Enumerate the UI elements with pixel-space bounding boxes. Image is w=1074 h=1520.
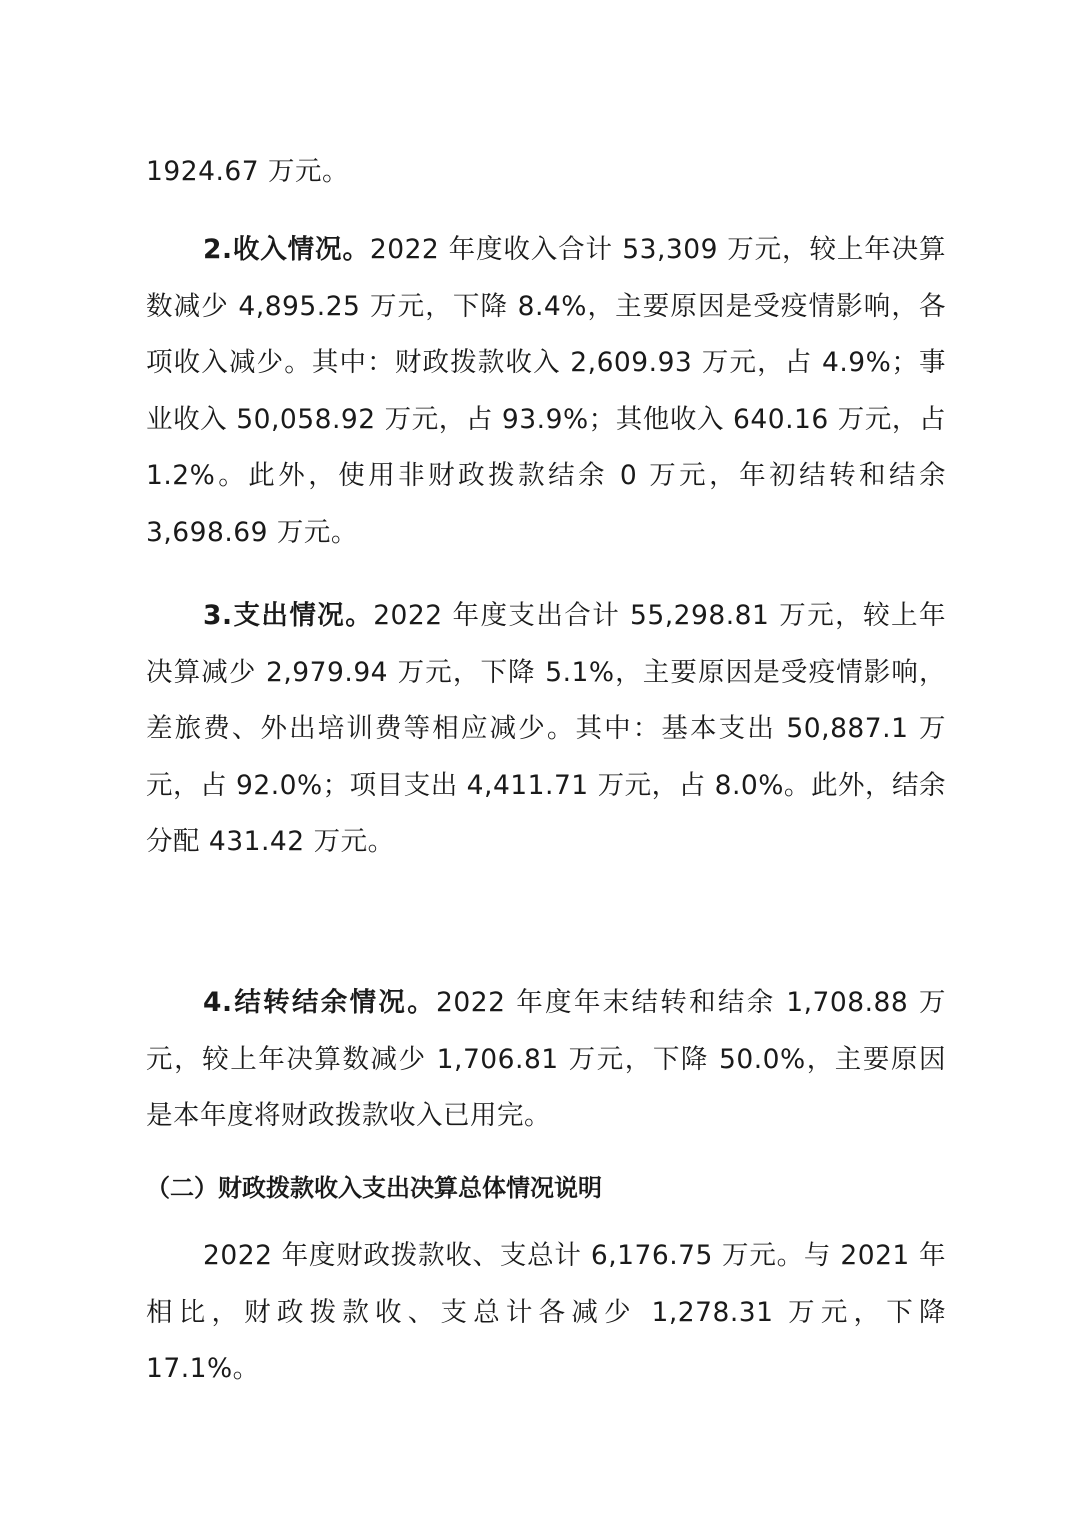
balance-lead: 4.结转结余情况。 [203,987,437,1018]
income-paragraph [146,222,946,561]
expense-paragraph [146,588,946,871]
balance-body: 2022 年度年末结转和结余 1,708.88 万元，较上年决算数减少 1,706.81 万元，下降 50.0%，主要原因是本年度将财政拨款收入已用完。 [146,987,946,1131]
continuation-paragraph [146,144,946,201]
expense-body: 2022 年度支出合计 55,298.81 万元，较上年决算减少 2,979.94 万元，下降 5.1%，主要原因是受疫情影响，差旅费、外出培训费等相应减少。其中：基本支出 50,887.1 万元，占 92.0%；项目支出 4,411.71 万元，占 8.0%。此外，结余分配 431.42 万元。 [146,600,946,857]
fiscal-summary-text: 2022 年度财政拨款收、支总计 6,176.75 万元。与 2021 年相比，财政拨款收、支总计各减少 1,278.31 万元，下降 17.1%。 [146,1240,946,1384]
income-lead: 2.收入情况。 [203,234,370,265]
balance-paragraph [146,975,946,1145]
continuation-text: 1924.67 万元。 [146,156,350,187]
expense-lead: 3.支出情况。 [203,600,374,631]
fiscal-summary-paragraph [146,1228,946,1398]
section-heading: （二）财政拨款收入支出决算总体情况说明 [146,1174,602,1202]
income-body: 2022 年度收入合计 53,309 万元，较上年决算数减少 4,895.25 万元，下降 8.4%，主要原因是受疫情影响，各项收入减少。其中：财政拨款收入 2,609.93 万元，占 4.9%；事业收入 50,058.92 万元，占 93.9%；其他收入 640.16 万元，占 1.2%。此外，使用非财政拨款结余 0 万元，年初结转和结余 3,698.69 万元。 [146,234,946,548]
